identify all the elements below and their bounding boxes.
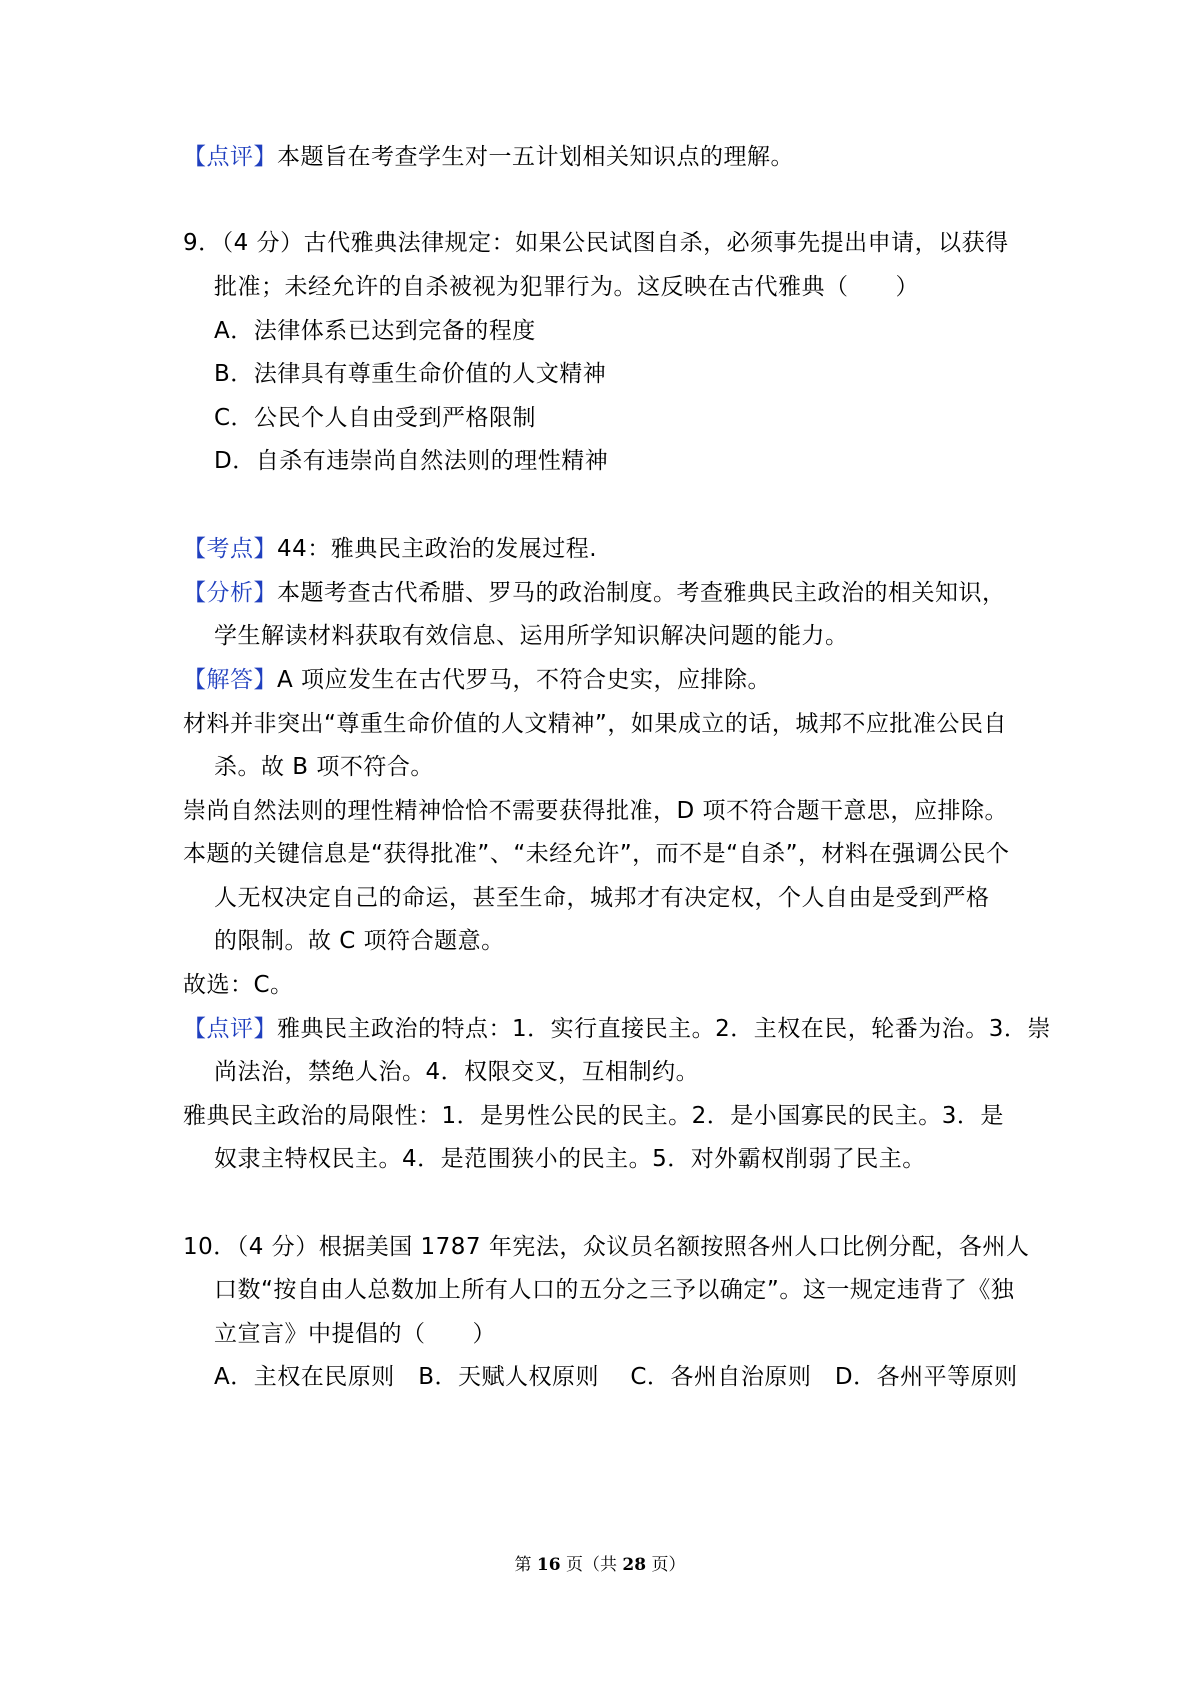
q9-jieda-line-1 <box>183 664 771 696</box>
footer-total-pages: 28 <box>622 1555 647 1575</box>
q9-jieda-text-1: A 项应发生在古代罗马，不符合史实，应排除。 <box>277 667 772 693</box>
kaodian-tag: 【考点】 <box>183 536 277 562</box>
q9-dianping-line-1 <box>183 1013 1051 1045</box>
q9-body-line-6: 的限制。故 C 项符合题意。 <box>214 928 505 954</box>
q9-option-c: C．公民个人自由受到严格限制 <box>214 405 537 431</box>
q9-body-line-5: 人无权决定自己的命运，甚至生命，城邦才有决定权，个人自由是受到严格 <box>214 885 990 911</box>
q9-stem-line-2: 批准；未经允许的自杀被视为犯罪行为。这反映在古代雅典（ ） <box>214 274 919 300</box>
q9-option-a: A．法律体系已达到完备的程度 <box>214 318 536 344</box>
dianping-tag: 【点评】 <box>183 1016 277 1042</box>
footer-middle: 页（共 <box>566 1555 617 1575</box>
dianping-tag: 【点评】 <box>183 144 277 170</box>
q9-dianping-text-1: 雅典民主政治的特点：1．实行直接民主。2．主权在民，轮番为治。3．崇 <box>277 1016 1051 1042</box>
footer-page-number: 16 <box>536 1555 561 1575</box>
q9-kaodian-text: 44：雅典民主政治的发展过程. <box>277 536 598 562</box>
q9-fenxi-line-1 <box>183 577 1006 609</box>
q10-stem-line-2: 口数“按自由人总数加上所有人口的五分之三予以确定”。这一规定违背了《独 <box>214 1277 1015 1303</box>
q9-limit-line-2: 奴隶主特权民主。4．是范围狭小的民主。5．对外霸权削弱了民主。 <box>214 1146 926 1172</box>
q9-limit-line-1: 雅典民主政治的局限性：1．是男性公民的民主。2．是小国寡民的民主。3．是 <box>183 1103 1004 1129</box>
page-footer <box>0 1553 1200 1577</box>
q10-options-line: A．主权在民原则 B．天赋人权原则 C．各州自治原则 D．各州平等原则 <box>214 1364 1018 1390</box>
q9-kaodian-line <box>183 533 597 565</box>
prev-comment-text: 本题旨在考查学生对一五计划相关知识点的理解。 <box>277 144 794 170</box>
q9-stem-line-1: 9．（4 分）古代雅典法律规定：如果公民试图自杀，必须事先提出申请，以获得 <box>183 230 1009 256</box>
q9-fenxi-line-2: 学生解读材料获取有效信息、运用所学知识解决问题的能力。 <box>214 623 849 649</box>
q9-option-b: B．法律具有尊重生命价值的人文精神 <box>214 361 607 387</box>
q9-body-line-2: 杀。故 B 项不符合。 <box>214 754 434 780</box>
footer-prefix: 第 <box>514 1555 532 1575</box>
q9-fenxi-text-1: 本题考查古代希腊、罗马的政治制度。考查雅典民主政治的相关知识， <box>277 580 1006 606</box>
q9-body-line-4: 本题的关键信息是“获得批准”、“未经允许”，而不是“自杀”，材料在强调公民个 <box>183 841 1010 867</box>
prev-comment-line <box>183 141 794 173</box>
q9-answer-line: 故选：C。 <box>183 972 294 998</box>
q9-option-d: D．自杀有违崇尚自然法则的理性精神 <box>214 448 609 474</box>
footer-suffix: 页） <box>651 1555 686 1575</box>
q10-stem-line-1: 10．（4 分）根据美国 1787 年宪法，众议员名额按照各州人口比例分配，各州人 <box>183 1234 1030 1260</box>
q9-dianping-line-2: 尚法治，禁绝人治。4．权限交叉，互相制约。 <box>214 1059 700 1085</box>
q9-body-line-1: 材料并非突出“尊重生命价值的人文精神”，如果成立的话，城邦不应批准公民自 <box>183 711 1007 737</box>
q10-stem-line-3: 立宣言》中提倡的（ ） <box>214 1321 496 1347</box>
fenxi-tag: 【分析】 <box>183 580 277 606</box>
jieda-tag: 【解答】 <box>183 667 277 693</box>
q9-body-line-3: 崇尚自然法则的理性精神恰恰不需要获得批准，D 项不符合题干意思，应排除。 <box>183 798 1009 824</box>
